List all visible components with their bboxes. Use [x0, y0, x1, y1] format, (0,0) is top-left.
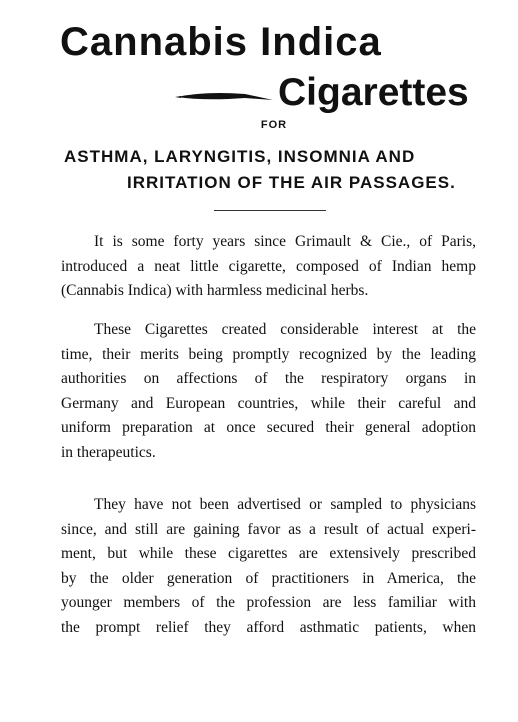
- title-line-1: Cannabis Indica: [60, 20, 382, 64]
- paragraph-line: It is some forty years since Grimault & Cie., of Paris,: [94, 233, 476, 250]
- conditions-line-1: ASTHMA, LARYNGITIS, INSOMNIA AND: [64, 147, 416, 166]
- paragraph-3: [61, 493, 476, 640]
- paragraph-line: They have not been advertised or sampled to physicians: [94, 496, 476, 513]
- title-line-2: Cigarettes: [278, 71, 469, 114]
- paragraph-2: [61, 318, 476, 465]
- paragraph-line: introduced a neat little cigarette, composed of Indian hemp: [61, 257, 476, 275]
- paragraph-1: [61, 230, 476, 304]
- paragraph-line: in therapeutics.: [61, 443, 156, 461]
- paragraph-line: time, their merits being promptly recognized by the leading: [61, 345, 476, 363]
- paragraph-line: younger members of the profession are less familiar with: [61, 594, 476, 611]
- conditions-line-2: IRRITATION OF THE AIR PASSAGES.: [127, 173, 456, 192]
- paragraph-line: by the older generation of practitioners in America, the: [61, 569, 476, 587]
- paragraph-line: Germany and European countries, while their careful and: [61, 394, 476, 412]
- paragraph-line: uniform preparation at once secured their general adoption: [61, 419, 476, 436]
- paragraph-line: These Cigarettes created considerable interest at the: [94, 321, 476, 338]
- cigarette-icon: [175, 88, 275, 104]
- for-label: FOR: [260, 119, 288, 131]
- paragraph-line: (Cannabis Indica) with harmless medicinal herbs.: [61, 282, 369, 299]
- paragraph-line: the prompt relief they afford asthmatic patients, when: [61, 618, 476, 636]
- paragraph-line: ment, but while these cigarettes are extensively prescribed: [61, 545, 476, 562]
- paragraph-line: since, and still are gaining favor as a result of actual experi-: [61, 520, 476, 538]
- paragraph-line: authorities on affections of the respiratory organs in: [61, 370, 476, 387]
- divider: [214, 210, 326, 211]
